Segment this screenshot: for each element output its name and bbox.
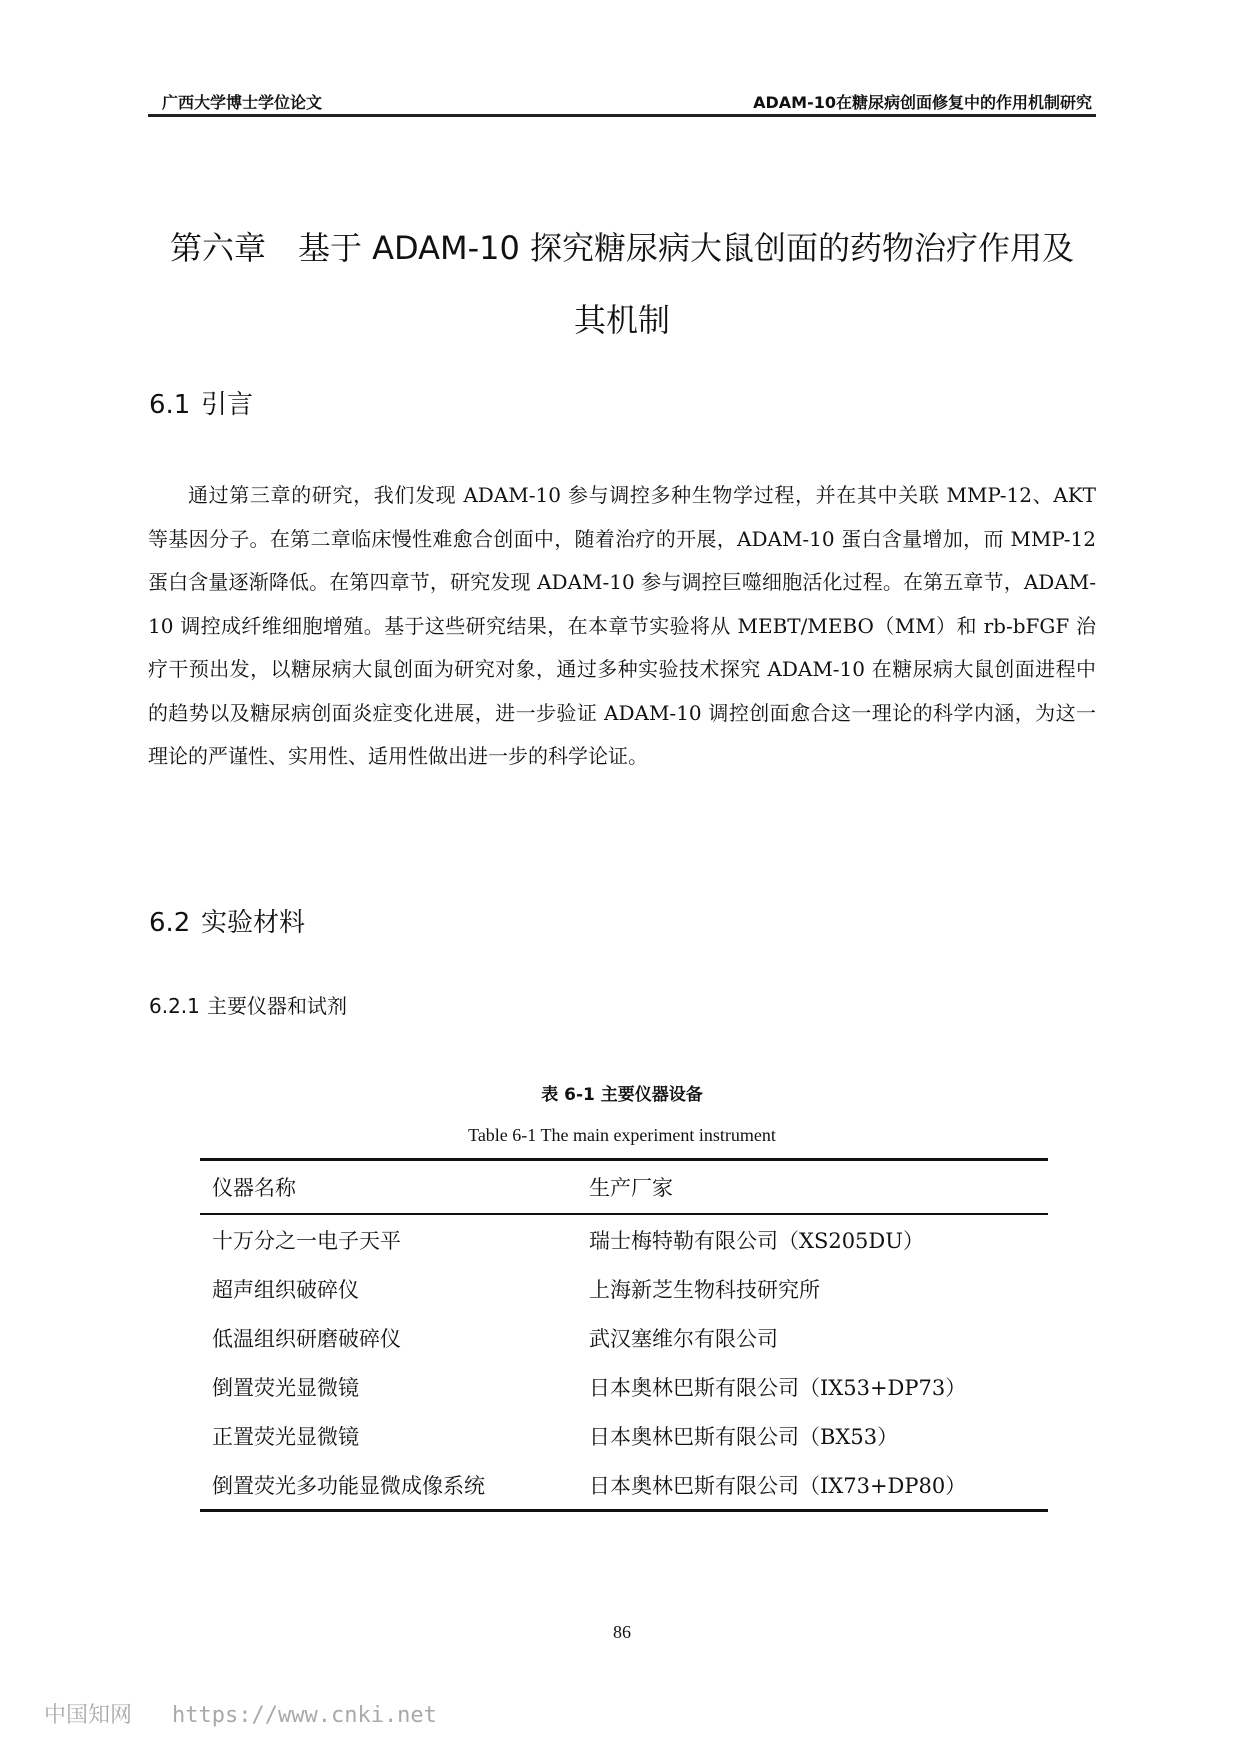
section-heading-introduction [149, 384, 253, 421]
table-row [200, 1362, 1048, 1411]
section-title: 实验材料 [201, 908, 306, 938]
watermark-url: https://www.cnki.net [172, 1703, 437, 1728]
chapter-title-line2: 其机制 [573, 301, 670, 339]
manufacturer-cell: 上海新芝生物科技研究所 [589, 1277, 820, 1302]
table-caption-english: Table 6-1 The main experiment instrument [468, 1125, 776, 1145]
introduction-paragraph: 通过第三章的研究，我们发现 ADAM-10 参与调控多种生物学过程，并在其中关联 MMP-12、AKT 等基因分子。在第二章临床慢性难愈合创面中，随着治疗的开展，ADAM-10 蛋白含量增加，而 MMP-12 蛋白含量逐渐降低。在第四章节，研究发现 ADAM-10 参与调控巨噬细胞活化过程。在第五章节，ADAM-10 调控成纤维细胞增殖。基于这些研究结果，在本章节实验将从 MEBT/MEBO（MM）和 rb-bFGF 治疗干预出发，以糖尿病大鼠创面为研究对象，通过多种实验技术探究 ADAM-10 在糖尿病大鼠创面进程中的趋势以及糖尿病创面炎症变化进展，进一步验证 ADAM-10 调控创面愈合这一理论的科学内涵，为这一理论的严谨性、实用性、适用性做出进一步的科学论证。 [148, 483, 1096, 768]
table-row [200, 1264, 1048, 1313]
chapter-title-line1: 第六章 基于 ADAM-10 探究糖尿病大鼠创面的药物治疗作用及 [169, 229, 1075, 267]
subsection-heading-instruments [149, 990, 347, 1019]
page-number: 86 [613, 1622, 631, 1642]
header-thesis-label: 广西大学博士学位论文 [162, 93, 323, 112]
table-row [200, 1313, 1048, 1362]
column-header-instrument-name: 仪器名称 [212, 1176, 296, 1200]
column-header-manufacturer: 生产厂家 [589, 1176, 673, 1200]
instrument-table [200, 1158, 1048, 1512]
manufacturer-cell: 武汉塞维尔有限公司 [589, 1326, 778, 1351]
section-number: 6.1 [149, 390, 191, 420]
table-header-row [200, 1160, 1048, 1215]
cnki-watermark [44, 1698, 437, 1729]
section-number: 6.2 [149, 908, 191, 938]
manufacturer-cell: 日本奥林巴斯有限公司（IX53+DP73） [589, 1375, 967, 1400]
instrument-name-cell: 低温组织研磨破碎仪 [212, 1326, 401, 1351]
instrument-name-cell: 倒置荧光显微镜 [212, 1375, 359, 1400]
header-thesis-title: ADAM-10在糖尿病创面修复中的作用机制研究 [753, 93, 1092, 112]
subsection-number: 6.2.1 [149, 994, 200, 1018]
chapter-title [148, 212, 1096, 356]
instrument-name-cell: 正置荧光显微镜 [212, 1424, 359, 1449]
section-title: 引言 [201, 390, 254, 420]
subsection-title: 主要仪器和试剂 [207, 994, 347, 1018]
instrument-name-cell: 超声组织破碎仪 [212, 1277, 359, 1302]
manufacturer-cell: 日本奥林巴斯有限公司（BX53） [589, 1424, 899, 1449]
table-row [200, 1411, 1048, 1460]
watermark-site-name: 中国知网 [44, 1703, 133, 1728]
section-heading-materials [149, 902, 305, 939]
page-header [148, 86, 1096, 117]
manufacturer-cell: 瑞士梅特勒有限公司（XS205DU） [589, 1228, 924, 1253]
instrument-name-cell: 倒置荧光多功能显微成像系统 [212, 1473, 485, 1498]
table-caption-chinese: 表 6-1 主要仪器设备 [541, 1085, 703, 1105]
instrument-name-cell: 十万分之一电子天平 [212, 1228, 401, 1253]
table-row [200, 1460, 1048, 1511]
table-row [200, 1214, 1048, 1264]
manufacturer-cell: 日本奥林巴斯有限公司（IX73+DP80） [589, 1473, 967, 1498]
